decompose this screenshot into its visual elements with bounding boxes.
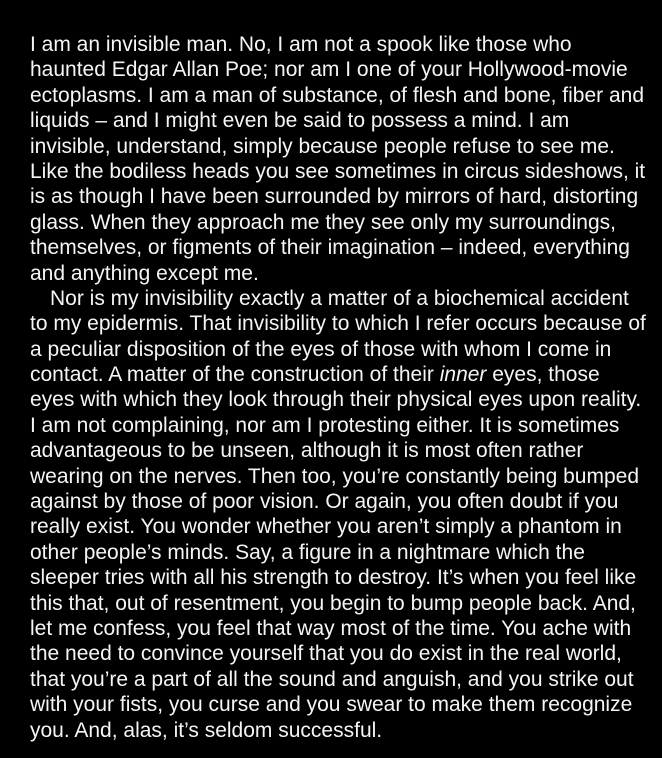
text-segment: I am an invisible man. No, I am not a spook like those who [30,33,572,56]
text-line [30,413,652,438]
text-segment: other people’s minds. Say, a figure in a nightmare which the [30,540,585,564]
text-line [30,210,652,235]
text-line [30,489,652,514]
text-line [30,616,652,641]
text-line [30,362,652,387]
text-line [30,667,652,692]
text-segment: advantageous to be unseen, although it is most often rather [30,439,584,463]
text-line [30,464,652,489]
text-segment: let me confess, you feel that way most of the time. You ache with [30,616,632,640]
text-segment: invisible, understand, simply because people refuse to see me. [30,134,615,158]
text-segment: this that, out of resentment, you begin to bump people back. And, [30,591,636,615]
text-segment: eyes, those [486,363,600,387]
text-segment: liquids – and I might even be said to possess a mind. I am [30,109,570,133]
text-line [30,438,652,463]
text-segment: is as though I have been surrounded by mirrors of hard, distorting [30,185,639,209]
text-line [30,235,652,260]
text-line [30,718,652,743]
text-line [30,184,652,209]
text-line [30,692,652,717]
text-line [30,32,652,57]
paragraph [30,286,652,743]
text-line [30,83,652,108]
text-segment: and anything except me. [30,261,259,285]
text-segment: ectoplasms. I am a man of substance, of flesh and bone, fiber and [30,83,645,107]
text-segment: glass. When they approach me they see only my surroundings, [30,210,616,234]
text-line [30,134,652,159]
text-line [30,159,652,184]
text-segment: the need to convince yourself that you do exist in the real world, [30,642,622,666]
text-line [30,108,652,133]
text-segment: sleeper tries with all his strength to destroy. It’s when you feel like [30,566,637,590]
text-line [30,387,652,412]
text-segment: themselves, or figments of their imagination – indeed, everything [30,236,630,260]
text-segment: Like the bodiless heads you see sometimes in circus sideshows, it [30,159,646,183]
book-text [30,32,652,743]
text-segment: against by those of poor vision. Or again, you often doubt if you [30,490,619,514]
text-segment: contact. A matter of the construction of their [30,363,440,387]
text-line [30,540,652,565]
text-line [30,286,652,311]
text-segment: that you’re a part of all the sound and anguish, and you strike out [30,667,634,691]
text-line [30,591,652,616]
text-segment: to my epidermis. That invisibility to which I refer occurs because of [30,312,646,336]
text-segment: really exist. You wonder whether you aren’t simply a phantom in [30,515,622,539]
text-segment: with your fists, you curse and you swear to make them recognize [30,693,633,717]
text-segment: I am not complaining, nor am I protesting either. It is sometimes [30,413,620,437]
text-line [30,337,652,362]
text-line [30,261,652,286]
text-line [30,311,652,336]
text-segment: Nor is my invisibility exactly a matter of a biochemical accident [50,286,629,310]
text-segment: you. And, alas, it’s seldom successful. [30,718,383,742]
italic-text: inner [439,363,487,387]
text-line [30,641,652,666]
text-line [30,514,652,539]
text-segment: eyes with which they look through their physical eyes upon reality. [30,388,642,412]
text-segment: wearing on the nerves. Then too, you’re constantly being bumped [30,464,639,488]
paragraph [30,32,652,286]
text-segment: haunted Edgar Allan Poe; nor am I one of your Hollywood-movie [30,58,628,82]
text-line [30,565,652,590]
text-segment: a peculiar disposition of the eyes of those with whom I come in [30,337,612,361]
text-line [30,57,652,82]
